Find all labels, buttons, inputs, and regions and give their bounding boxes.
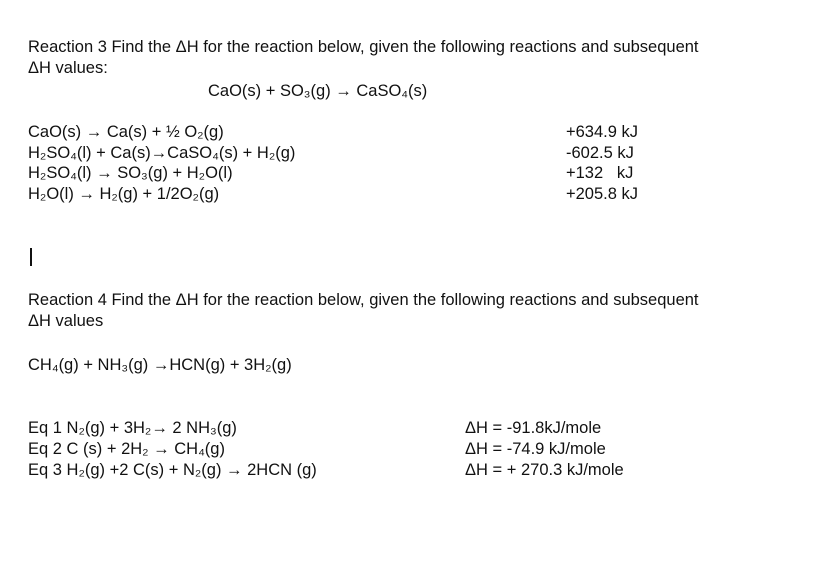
reaction3-step-dh: -602.5 kJ [566, 144, 634, 162]
reaction3-step-dh: +205.8 kJ [566, 185, 639, 203]
reaction4-heading-cont: ΔH values [28, 312, 104, 330]
text-cursor [30, 248, 32, 266]
reaction3-step-dh: +634.9 kJ [566, 123, 639, 141]
reaction3-step-equation: H₂SO₄(l) → SO₃(g) + H₂O(l) [28, 164, 233, 182]
reaction4-step-dh: ΔH = -91.8kJ/mole [465, 419, 602, 437]
reaction4-heading: Reaction 4 Find the ΔH for the reaction below, given the following reactions and subsequent [28, 291, 699, 309]
reaction3-step-equation: H₂O(l) → H₂(g) + 1/2O₂(g) [28, 185, 220, 203]
reaction3-heading-cont: ΔH values: [28, 59, 108, 77]
reaction4-step-dh: ΔH = + 270.3 kJ/mole [465, 461, 624, 479]
reaction4-step-equation: Eq 2 C (s) + 2H₂ → CH₄(g) [28, 440, 225, 458]
reaction4-step-equation: Eq 1 N₂(g) + 3H₂→ 2 NH₃(g) [28, 419, 237, 437]
reaction3-step-equation: CaO(s) → Ca(s) + ½ O₂(g) [28, 123, 224, 141]
reaction3-step-dh: +132 kJ [566, 164, 634, 182]
reaction4-target: CH₄(g) + NH₃(g) →HCN(g) + 3H₂(g) [28, 356, 292, 374]
reaction3-heading: Reaction 3 Find the ΔH for the reaction below, given the following reactions and subsequent [28, 38, 699, 56]
reaction3-step-equation: H₂SO₄(l) + Ca(s)→CaSO₄(s) + H₂(g) [28, 144, 296, 162]
reaction3-target: CaO(s) + SO₃(g) → CaSO₄(s) [208, 82, 428, 100]
reaction4-step-equation: Eq 3 H₂(g) +2 C(s) + N₂(g) → 2HCN (g) [28, 461, 317, 479]
reaction4-step-dh: ΔH = -74.9 kJ/mole [465, 440, 606, 458]
